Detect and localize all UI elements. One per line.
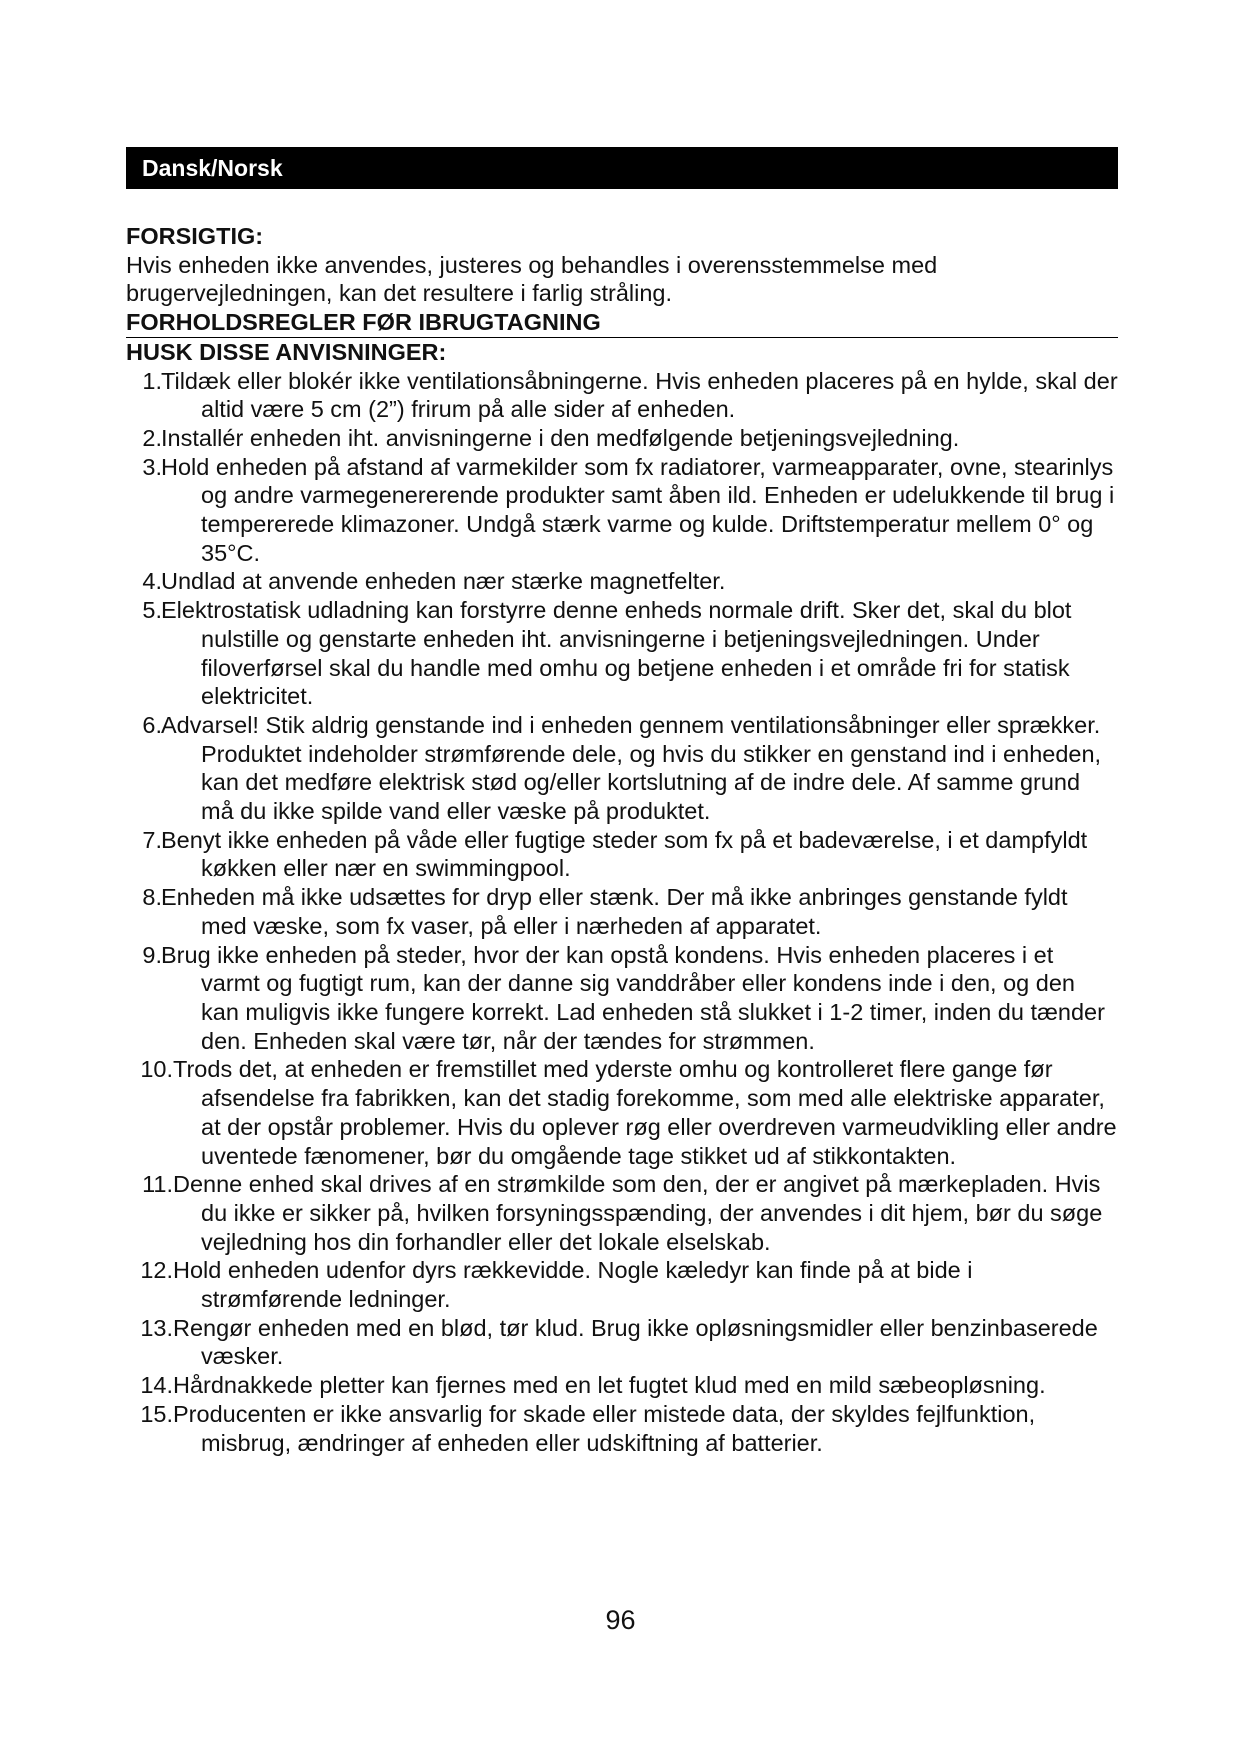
language-label: Dansk/Norsk	[142, 155, 283, 181]
item-number: 10.	[140, 1056, 173, 1083]
item-number: 4.	[142, 568, 162, 595]
item-text: Advarsel! Stik aldrig genstande ind i enheden gennem ventilationsåbninger eller sprækker. Produktet indeholder strømførende dele, og hvis du stikker en genstand ind i enheden, kan det medføre elektrisk stød og/eller kortslutning af de indre dele. Af samme grund må du ikke spilde vand eller væske på produktet.	[161, 711, 1102, 825]
manual-content	[126, 222, 1118, 1457]
item-number: 14.	[140, 1372, 173, 1399]
item-number: 2.	[142, 424, 162, 451]
item-text: Tildæk eller blokér ikke ventilationsåbningerne. Hvis enheden placeres på en hylde, skal der altid være 5 cm (2”) frirum på alle sider af enheden.	[161, 367, 1118, 423]
item-text: Hold enheden udenfor dyrs rækkevidde. Nogle kæledyr kan finde på at bide i strømførende ledninger.	[173, 1257, 973, 1313]
caution-heading: FORSIGTIG:	[126, 223, 264, 249]
item-number: 9.	[142, 941, 162, 968]
instructions-subheading: HUSK DISSE ANVISNINGER:	[126, 338, 447, 365]
item-number: 1.	[142, 367, 162, 394]
item-number: 11.	[142, 1171, 173, 1198]
list-item	[126, 883, 1118, 940]
list-item	[126, 1055, 1118, 1170]
item-text: Producenten er ikke ansvarlig for skade eller mistede data, der skyldes fejlfunktion, misbrug, ændringer af enheden eller udskiftning af batterier.	[173, 1400, 1036, 1456]
list-item	[126, 941, 1118, 1056]
item-text: Denne enhed skal drives af en strømkilde som den, der er angivet på mærkepladen. Hvis du ikke er sikker på, hvilken forsyningsspænding, der anvendes i dit hjem, bør du søge vejledning hos din forhandler eller det lokale elselskab.	[173, 1171, 1103, 1255]
item-number: 3.	[142, 453, 162, 480]
list-item	[126, 826, 1118, 883]
list-item	[126, 567, 1118, 596]
safety-instructions-list	[126, 367, 1118, 1458]
caution-text: Hvis enheden ikke anvendes, justeres og behandles i overensstemmelse med brugervejledningen, kan det resultere i farlig stråling.	[126, 251, 938, 307]
item-text: Trods det, at enheden er fremstillet med yderste omhu og kontrolleret flere gange før afsendelse fra fabrikken, kan det stadig forekomme, som med alle elektriske apparater, at der opstår problemer. Hvis du oplever røg eller overdreven varmeudvikling eller andre uventede fænomener, bør du omgående tage stikket ud af stikkontakten.	[173, 1056, 1117, 1169]
item-text: Hold enheden på afstand af varmekilder som fx radiatorer, varmeapparater, ovne, stearinlys og andre varmegenererende produkter samt åben ild. Enheden er udelukkende til brug i tempererede klimazoner. Undgå stærk varme og kulde. Driftstemperatur mellem 0° og 35°C.	[161, 453, 1115, 566]
item-number: 7.	[142, 826, 162, 853]
item-number: 6.	[142, 711, 162, 738]
list-item	[126, 367, 1118, 424]
item-text: Brug ikke enheden på steder, hvor der kan opstå kondens. Hvis enheden placeres i et varmt og fugtigt rum, kan der danne sig vanddråber eller kondens inde i den, og den kan muligvis ikke fungere korrekt. Lad enheden stå slukket i 1-2 timer, inden du tænder den. Enheden skal være tør, når der tændes for strømmen.	[161, 941, 1105, 1054]
item-text: Installér enheden iht. anvisningerne i den medfølgende betjeningsvejledning.	[161, 424, 960, 451]
list-item	[126, 596, 1118, 711]
item-number: 12.	[140, 1257, 173, 1284]
item-text: Enheden må ikke udsættes for dryp eller stænk. Der må ikke anbringes genstande fyldt med væske, som fx vaser, på eller i nærheden af apparatet.	[161, 884, 1068, 939]
item-text: Undlad at anvende enheden nær stærke magnetfelter.	[161, 568, 726, 595]
item-number: 5.	[142, 597, 162, 624]
item-text: Rengør enheden med en blød, tør klud. Brug ikke opløsningsmidler eller benzinbaserede væsker.	[173, 1314, 1098, 1370]
list-item	[126, 453, 1118, 568]
item-number: 15.	[140, 1400, 173, 1427]
item-number: 8.	[142, 884, 162, 911]
item-number: 13.	[140, 1314, 173, 1341]
list-item	[126, 1256, 1118, 1313]
list-item	[126, 711, 1118, 826]
list-item	[126, 1170, 1118, 1256]
list-item	[126, 1400, 1118, 1457]
list-item	[126, 424, 1118, 453]
language-header	[126, 147, 1118, 189]
list-item	[126, 1371, 1118, 1400]
page-number: 96	[605, 1605, 636, 1635]
item-text: Benyt ikke enheden på våde eller fugtige steder som fx på et badeværelse, i et dampfyldt køkken eller nær en swimmingpool.	[161, 826, 1088, 882]
item-text: Hårdnakkede pletter kan fjernes med en let fugtet klud med en mild sæbeopløsning.	[173, 1372, 1046, 1399]
list-item	[126, 1314, 1118, 1371]
item-text: Elektrostatisk udladning kan forstyrre denne enheds normale drift. Sker det, skal du blot nulstille og genstarte enheden iht. anvisningerne i betjeningsvejledningen. Under filoverførsel skal du handle med omhu og betjene enheden i et område fri for statisk elektricitet.	[161, 597, 1072, 710]
precautions-heading: FORHOLDSREGLER FØR IBRUGTAGNING	[126, 308, 1118, 338]
